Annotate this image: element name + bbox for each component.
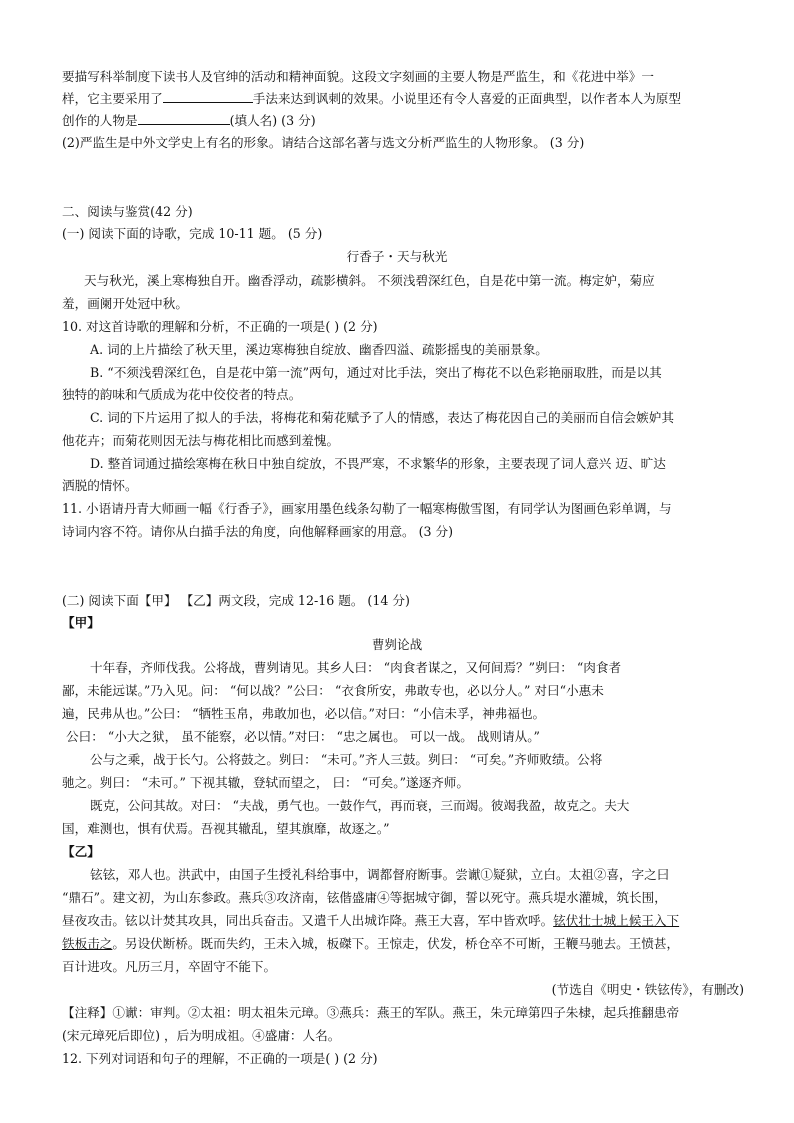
annotation-line: 【注释】①谳：审判。②太祖：明太祖朱元璋。③燕兵：燕王的军队。燕王，朱元璋第四子朱棣，起兵推翻患帝 bbox=[62, 1005, 680, 1020]
part-heading: (一) 阅读下面的诗歌，完成 10-11 题。 (5 分) bbox=[62, 226, 323, 241]
q9-text-segment: 样，它主要采用了 bbox=[62, 91, 163, 106]
passage-title: 曹刿论战 bbox=[371, 637, 423, 652]
passage-label-jia: 【甲】 bbox=[62, 615, 100, 630]
q9-subquestion: (2)严监生是中外文学史上有名的形象。请结合这部名著与选文分析严监生的人物形象。 (3 分) bbox=[62, 135, 585, 150]
question-11-stem: 11. 小语请丹青大师画一幅《行香子》，画家用墨色线条勾勒了一幅寒梅傲雪图，有同学认为图画色彩单调，与 bbox=[62, 501, 672, 516]
underlined-sentence: 铉伏壮士城上候王入下 bbox=[553, 913, 680, 928]
passage-line: 既克，公问其故。对曰： “夫战，勇气也。一鼓作气，再而衰，三而竭。彼竭我盈，故克之。夫大 bbox=[90, 798, 630, 813]
passage-line bbox=[62, 933, 679, 955]
answer-blank[interactable] bbox=[163, 88, 253, 103]
option-b: B. “不须浅碧深红色，自是花中第一流”两句，通过对比手法，突出了梅花不以色彩艳丽取胜，而是以其 bbox=[90, 365, 662, 380]
passage-line: 鄙，未能远谋。”乃入见。问： “何以战？”公曰： “衣食所安，弗敢专也，必以分人。” 对曰“小惠未 bbox=[62, 683, 604, 698]
passage-line: 公与之乘，战于长勺。公将鼓之。刿曰： “未可。”齐人三鼓。刿曰： “可矣。”齐师败绩。公将 bbox=[90, 752, 603, 767]
option-d: 洒脱的情怀。 bbox=[62, 478, 138, 493]
passage-label-yi: 【乙】 bbox=[62, 844, 100, 859]
poem-line: 羞，画阑开处冠中秋。 bbox=[62, 296, 188, 311]
section-heading: 二、阅读与鉴赏(42 分) bbox=[62, 204, 193, 219]
passage-text-segment: 昼夜攻击。铉以计焚其攻具，同出兵奋击。又遣千人出城诈降。燕王大喜，军中皆欢呼。 bbox=[62, 913, 554, 928]
passage-line: 国，难测也，惧有伏焉。吾视其辙乱，望其旗靡，故逐之。” bbox=[62, 821, 390, 836]
passage-line: 公曰： “小大之狱， 虽不能察，必以情。”对曰： “忠之属也。 可以一战。 战则请从。” bbox=[66, 729, 540, 744]
passage-line: “鼎石”。建文初，为山东参政。燕兵③攻济南，铉偕盛庸④等据城守御，誓以死守。燕兵堤水灌城，筑长围， bbox=[62, 890, 667, 905]
q9-text-segment: 创作的人物是 bbox=[62, 113, 138, 128]
answer-blank[interactable] bbox=[138, 110, 230, 125]
q9-text-segment: (填人名) (3 分) bbox=[229, 113, 316, 128]
q9-text-line bbox=[62, 88, 681, 110]
passage-line: 遍，民弗从也。”公曰： “牺牲玉帛，弗敢加也，必以信。”对曰：“小信未孚，神弗福也。 bbox=[62, 706, 546, 721]
passage-source: (节选自《明史・铁铉传》，有删改) bbox=[551, 982, 744, 997]
question-11-stem: 诗词内容不符。请你从白描手法的角度，向他解释画家的用意。 (3 分) bbox=[62, 524, 454, 539]
poem-title: 行香子・天与秋光 bbox=[346, 249, 448, 264]
passage-line: 驰之。刿曰： “未可。” 下视其辙，登轼而望之， 曰： “可矣。”遂逐齐师。 bbox=[62, 775, 469, 790]
question-12-stem: 12. 下列对词语和句子的理解，不正确的一项是( ) (2 分) bbox=[62, 1051, 378, 1066]
q9-text-line: 要描写科举制度下读书人及官绅的活动和精神面貌。这段文字刻画的主要人物是严监生，和《花进中举》一 bbox=[62, 69, 654, 84]
question-10-stem: 10. 对这首诗歌的理解和分析，不正确的一项是( ) (2 分) bbox=[62, 319, 378, 334]
passage-line: 铉铉，邓人也。洪武中，由国子生授礼科给事中，调都督府断事。尝谳①疑狱，立白。太祖②喜，字之曰 bbox=[90, 867, 670, 882]
option-d: D. 整首词通过描绘寒梅在秋日中独自绽放，不畏严寒，不求繁华的形象，主要表现了词人意兴 迈、旷达 bbox=[90, 456, 666, 471]
passage-line: 百计进攻。凡历三月，卒固守不能下。 bbox=[62, 959, 277, 974]
q9-text-segment: 手法来达到讽刺的效果。小说里还有令人喜爱的正面典型，以作者本人为原型 bbox=[252, 91, 681, 106]
passage-text-segment: 。另设伏断桥。既而失约，王未入城，板磔下。王惊走，伏发，桥仓卒不可断，王鞭马驰去。王愤甚， bbox=[112, 936, 680, 951]
option-b: 独特的韵味和气质成为花中佼佼者的特点。 bbox=[62, 387, 302, 402]
underlined-sentence: 铁板击之 bbox=[62, 936, 113, 951]
q9-text-line bbox=[62, 110, 316, 132]
poem-line: 天与秋光，溪上寒梅独自开。幽香浮动，疏影横斜。 不须浅碧深红色，自是花中第一流。梅定妒，菊应 bbox=[84, 273, 655, 288]
option-a: A. 词的上片描绘了秋天里，溪边寒梅独自绽放、幽香四溢、疏影摇曳的美丽景象。 bbox=[90, 342, 548, 357]
option-c: C. 词的下片运用了拟人的手法，将梅花和菊花赋予了人的情感，表达了梅花因自己的美丽而自信会嫉妒其 bbox=[90, 410, 674, 425]
passage-line bbox=[62, 910, 679, 932]
option-c: 他花卉；而菊花则因无法与梅花相比而感到羞愧。 bbox=[62, 433, 340, 448]
part-heading: (二) 阅读下面【甲】 【乙】两文段，完成 12-16 题。 (14 分) bbox=[62, 593, 410, 608]
passage-line: 十年春，齐师伐我。公将战，曹刿请见。其乡人曰： “肉食者谋之，又何间焉？”刿曰： “肉食者 bbox=[90, 660, 622, 675]
annotation-line: (宋元璋死后即位) ，后为明成祖。④盛庸：人名。 bbox=[62, 1028, 341, 1043]
